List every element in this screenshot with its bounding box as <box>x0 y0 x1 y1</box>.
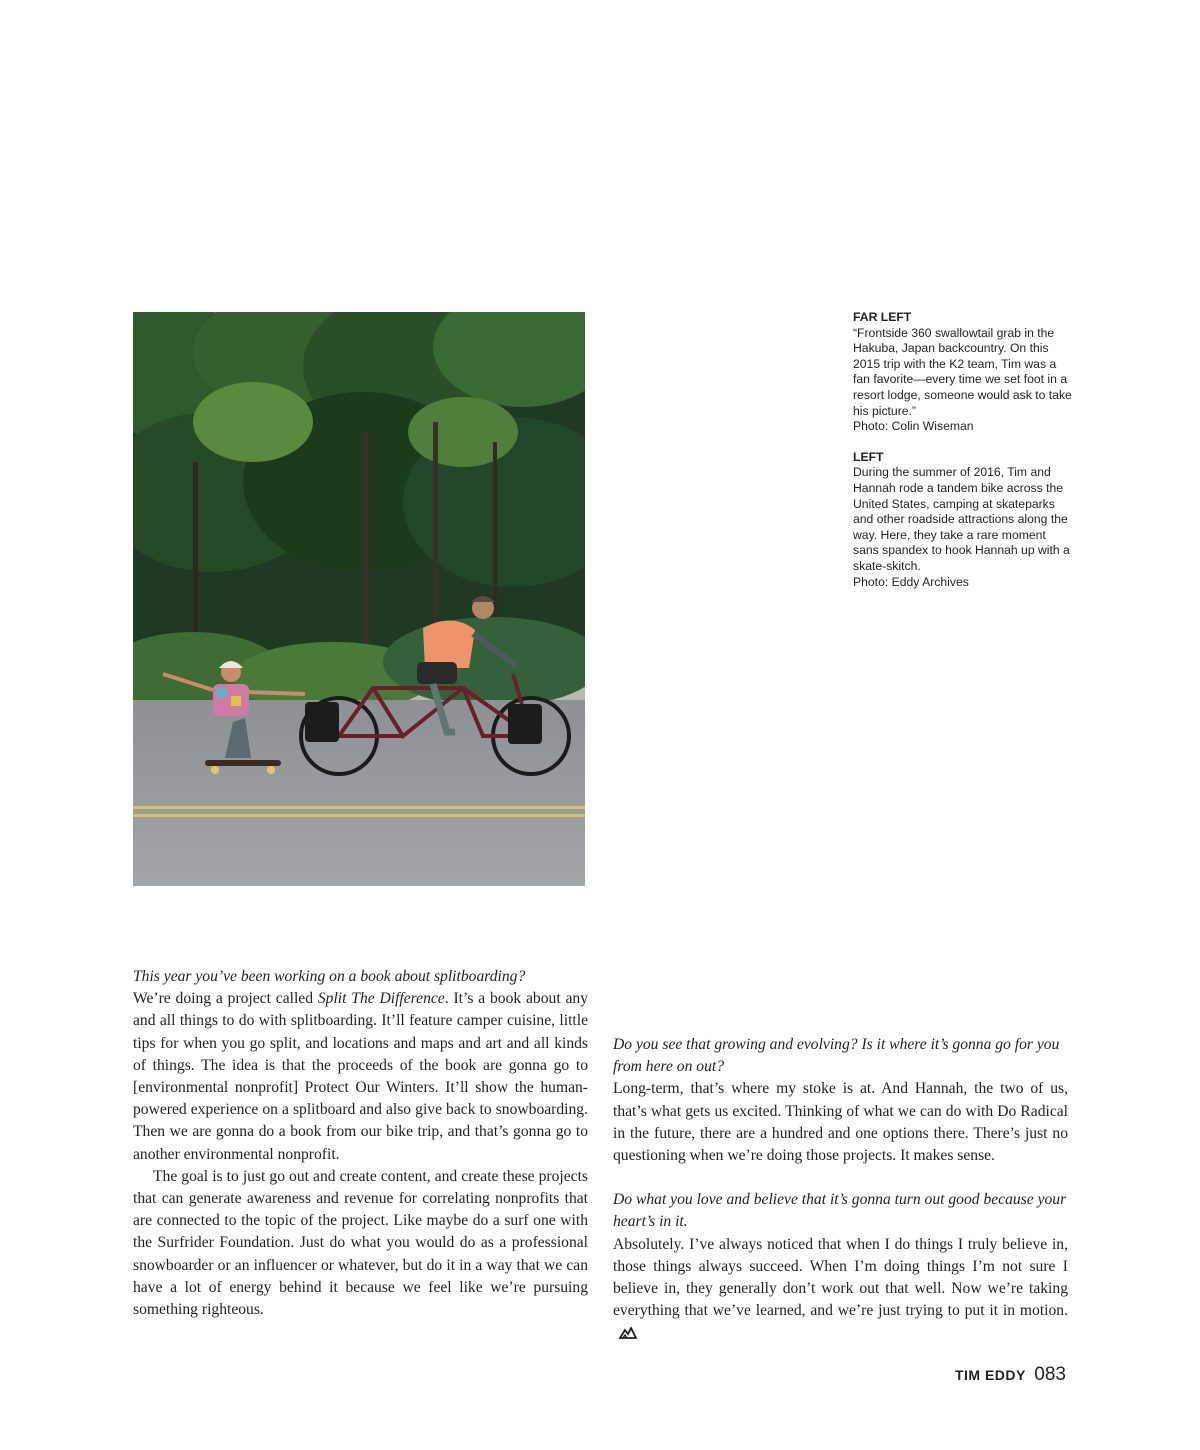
article-column-left <box>133 966 588 1321</box>
interview-question: Do what you love and believe that it’s gonna turn out good because your heart’s in it. <box>613 1191 1067 1231</box>
running-footer-name: TIM EDDY <box>954 1367 1026 1383</box>
page-number: 083 <box>1034 1364 1066 1385</box>
answer-text: Absolutely. I’ve always noticed that when I do things I truly believe in, those things always succeed. When I’m doing things I’m not sure I believe in, they generally don’t work out that well. Now we’re taking everything that we’ve learned, and we’re just trying to put it in motion. <box>613 1235 1068 1320</box>
page-footer <box>900 1364 1066 1386</box>
answer-text: We’re doing a project called <box>133 990 318 1008</box>
interview-question: Do you see that growing and evolving? Is it where it’s gonna go for you from here on out? <box>613 1036 1060 1076</box>
caption-text: “Frontside 360 swallowtail grab in the Hakuba, Japan backcountry. On this 2015 trip with the K2 team, Tim was a fan favorite—every time we set foot in a resort lodge, someone would ask to take his picture.” <box>853 325 1072 418</box>
mountain-logo-icon <box>619 1324 637 1346</box>
interview-question: This year you’ve been working on a book about splitboarding? <box>133 968 526 985</box>
caption-text: During the summer of 2016, Tim and Hannah rode a tandem bike across the United States, camping at skateparks and other roadside attractions along the way. Here, they take a rare moment sans spandex to hook Hannah up with a skate-skitch. <box>853 465 1070 573</box>
answer-text: . It’s a book about any and all things to do with splitboarding. It’ll feature camper cuisine, little tips for when you go split, and locations and maps and art and all kinds of things. The idea is that the proceeds of the book are gonna go to [environmental nonprofit] Protect Our Winters. It’ll show the human-powered experience on a splitboard and also give back to snowboarding. Then we are gonna do a book from our bike trip, and that’s gonna go to another environmental nonprofit. <box>133 990 588 1163</box>
caption-far-left <box>853 310 1073 435</box>
article-column-right <box>613 1034 1068 1347</box>
photo-credit: Photo: Colin Wiseman <box>853 419 974 434</box>
caption-heading: FAR LEFT <box>853 310 912 324</box>
interview-answer <box>613 1234 1068 1347</box>
caption-heading: LEFT <box>853 449 884 464</box>
caption-left <box>853 450 1073 590</box>
book-title: Split The Difference <box>317 990 445 1008</box>
tandem-bike-photo <box>133 312 585 886</box>
photo-credit: Photo: Eddy Archives <box>853 574 969 589</box>
interview-answer-paragraph: The goal is to just go out and create content, and create these projects that can generate awareness and revenue for correlating nonprofits that are connected to the topic of the project. Like maybe do a surf one with the Surfrider Foundation. Just do what you would do as a professional snowboarder or an influencer or whatever, but do it in a way that we can have a lot of energy behind it because we feel like we’re pursuing something righteous. <box>133 1167 588 1319</box>
interview-answer: Long-term, that’s where my stoke is at. And Hannah, the two of us, that’s what gets us excited. Thinking of what we can do with Do Radical in the future, there are a hundred and one options there. There’s just no questioning when we’re doing those projects. It makes sense. <box>613 1080 1068 1165</box>
photo-captions <box>853 310 1073 605</box>
interview-answer <box>133 988 588 1166</box>
